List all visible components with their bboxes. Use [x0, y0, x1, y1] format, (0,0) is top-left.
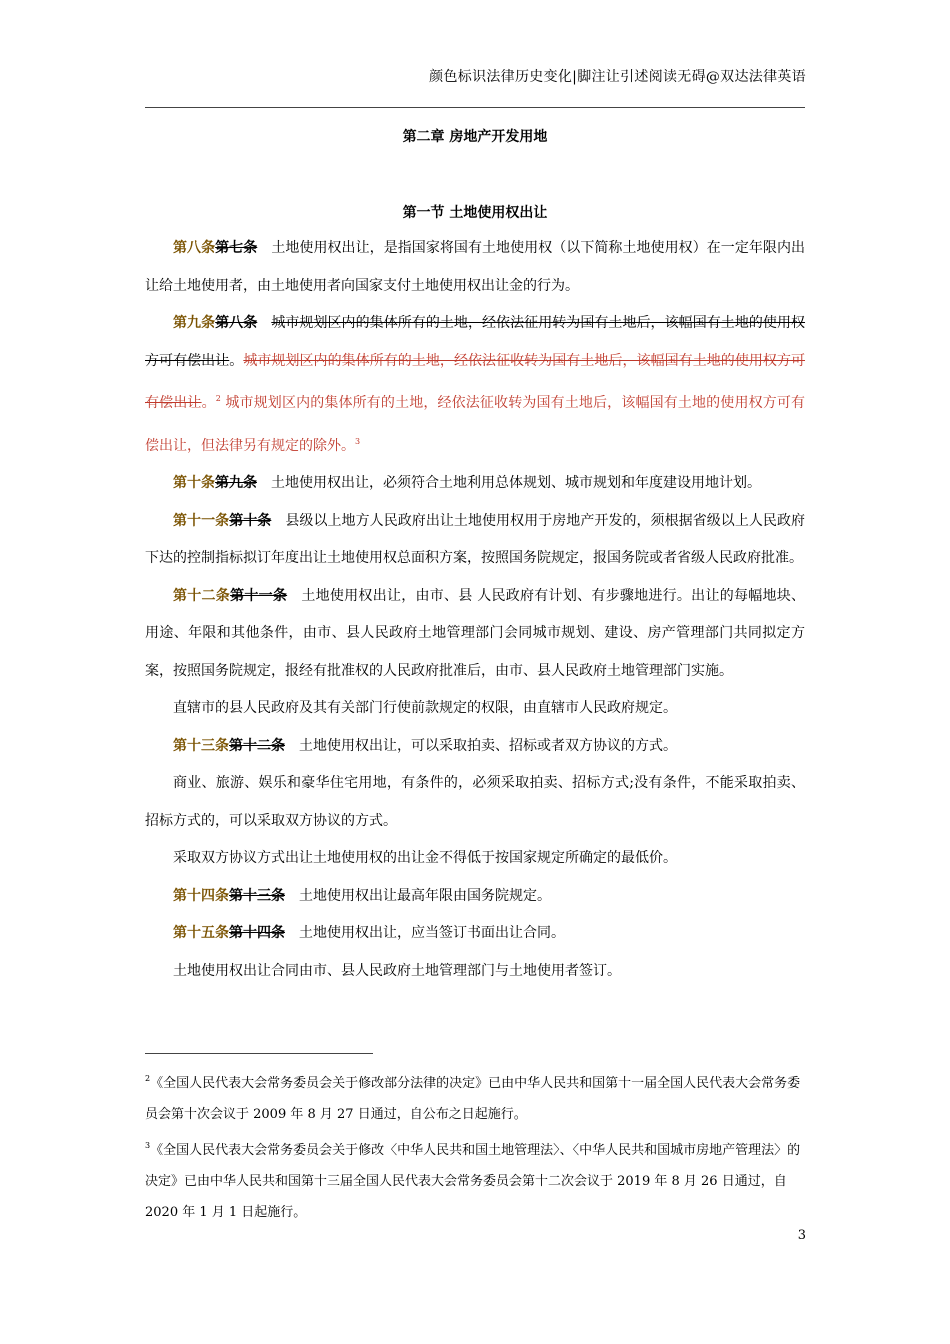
- footnote-3: [145, 1130, 805, 1228]
- article-text: 土地使用权出让，可以采取拍卖、招标或者双方协议的方式。: [299, 737, 677, 754]
- article-9: [145, 305, 805, 465]
- article-text: 土地使用权出让，由市、县 人民政府有计划、有步骤地进行。出让的每幅地块、用途、年限和其他条件，由市、县人民政府土地管理部门会同城市规划、建设、房产管理部门共同拟定方案，按照国务院规定，报经有批准权的人民政府批准后，由市、县人民政府土地管理部门实施。: [145, 587, 806, 679]
- footnote-ref-2[interactable]: 2: [215, 394, 221, 403]
- header-divider: [145, 107, 805, 108]
- article-number: 第十三条: [173, 737, 229, 754]
- article-number: 第十四条: [173, 887, 229, 904]
- footnote-mark: 3: [145, 1141, 151, 1150]
- old-article-number: 第八条: [215, 315, 258, 331]
- separator-2: 。: [201, 395, 216, 411]
- old-article-number: 第十一条: [230, 587, 288, 604]
- article-13: [145, 728, 805, 766]
- article-13-para-2: 商业、旅游、娱乐和豪华住宅用地，有条件的，必须采取拍卖、招标方式;没有条件，不能采取拍卖、招标方式的，可以采取双方协议的方式。: [145, 775, 805, 829]
- article-11: [145, 503, 805, 578]
- article-14: [145, 878, 805, 916]
- law-body: [145, 230, 805, 990]
- footnote-divider: [145, 1053, 373, 1054]
- footnote-text: 《全国人民代表大会常务委员会关于修改部分法律的决定》已由中华人民共和国第十一届全国人民代表大会常务委员会第十次会议于 2009 年 8 月 27 日通过，自公布之日起施行。: [145, 1076, 801, 1122]
- footnote-2: [145, 1063, 805, 1130]
- article-12: [145, 578, 805, 691]
- old-article-number: 第九条: [215, 475, 257, 491]
- footnote-mark: 2: [145, 1074, 151, 1083]
- article-text: 土地使用权出让，必须符合土地利用总体规划、城市规划和年度建设用地计划。: [271, 475, 761, 491]
- old-article-number: 第十四条: [229, 925, 285, 941]
- old-article-number: 第七条: [215, 240, 258, 256]
- old-article-number: 第十三条: [229, 887, 285, 904]
- footnotes: [145, 1063, 805, 1228]
- amended-text: 城市规划区内的集体所有的土地，经依法征收转为国有土地后，该幅国有土地的使用权方可有偿出让，但法律另有规定的除外。: [145, 395, 805, 454]
- article-12-para-2: 直辖市的县人民政府及其有关部门行使前款规定的权限，由直辖市人民政府规定。: [173, 700, 677, 716]
- article-15-para-2: 土地使用权出让合同由市、县人民政府土地管理部门与土地使用者签订。: [173, 962, 621, 979]
- deleted-text-2: 城市规划区内的集体所有的土地，经依法征收转为国有土地后，该幅国有土地的使用权方可有偿出让: [145, 352, 806, 411]
- article-number: 第十条: [173, 475, 215, 491]
- article-number: 第十五条: [173, 925, 229, 941]
- old-article-number: 第十二条: [229, 737, 285, 754]
- article-15: [145, 915, 805, 953]
- section-title: 第一节 土地使用权出让: [402, 205, 548, 221]
- separator: 。: [229, 352, 244, 369]
- running-header: 颜色标识法律历史变化|脚注让引述阅读无碍@双达法律英语: [429, 69, 806, 85]
- article-number: 第九条: [173, 315, 216, 331]
- footnote-text: 《全国人民代表大会常务委员会关于修改〈中华人民共和国土地管理法〉、〈中华人民共和国城市房地产管理法〉的决定》已由中华人民共和国第十三届全国人民代表大会常务委员会第十二次会议于 2019 年 8 月 26 日通过，自 2020 年 1 月 1 日起施行。: [145, 1143, 801, 1220]
- deleted-text-1: 城市规划区内的集体所有的土地，经依法征用转为国有土地后，该幅国有土地的使用权方可有偿出让: [145, 315, 806, 369]
- article-text: 县级以上地方人民政府出让土地使用权用于房地产开发的，须根据省级以上人民政府下达的控制指标拟订年度出让土地使用权总面积方案，按照国务院规定，报国务院或者省级人民政府批准。: [145, 512, 806, 566]
- article-text: 土地使用权出让，是指国家将国有土地使用权（以下简称土地使用权）在一定年限内出让给土地使用者，由土地使用者向国家支付土地使用权出让金的行为。: [145, 240, 806, 294]
- article-text: 土地使用权出让最高年限由国务院规定。: [299, 887, 551, 904]
- page-number: 3: [797, 1228, 806, 1243]
- chapter-title: 第二章 房地产开发用地: [402, 129, 548, 145]
- article-text: 土地使用权出让，应当签订书面出让合同。: [299, 925, 565, 941]
- old-article-number: 第十条: [229, 512, 272, 529]
- article-number: 第八条: [173, 240, 216, 256]
- article-13-para-3: 采取双方协议方式出让土地使用权的出让金不得低于按国家规定所确定的最低价。: [173, 850, 677, 866]
- article-number: 第十二条: [173, 587, 231, 604]
- article-10: [145, 465, 805, 503]
- article-8: [145, 230, 805, 305]
- article-number: 第十一条: [173, 512, 230, 529]
- footnote-ref-3[interactable]: 3: [355, 436, 361, 446]
